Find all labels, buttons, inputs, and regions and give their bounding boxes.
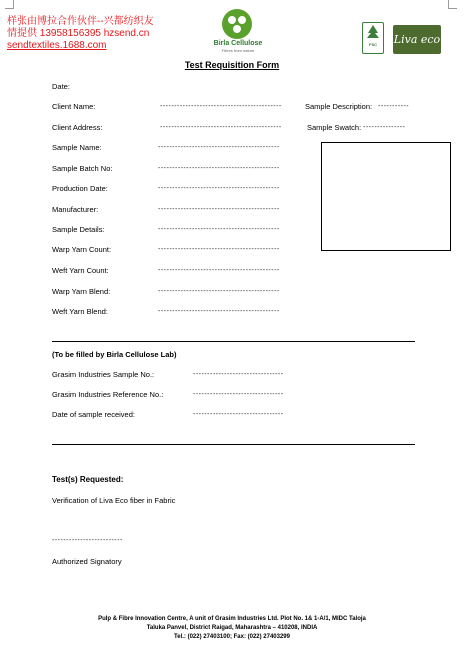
promo-line: 样张由博拉合作伙伴--兴都纺织友: [7, 16, 154, 27]
signature-line[interactable]: -------------------------: [52, 537, 123, 544]
page-corner-mark: [5, 0, 14, 9]
production-date-line[interactable]: -------------------------------------------: [158, 185, 280, 192]
sample-name-label: Sample Name:: [52, 143, 102, 152]
section-divider: [52, 341, 415, 342]
grasim-reference-no-label: Grasim Industries Reference No.:: [52, 390, 164, 399]
sample-details-line[interactable]: -------------------------------------------: [158, 226, 280, 233]
client-address-line[interactable]: -------------------------------------------: [160, 124, 282, 131]
grasim-sample-no-line[interactable]: --------------------------------: [193, 371, 284, 378]
footer-address-line: Taluka Panvel, District Raigad, Maharashtra – 410208, INDIA: [146, 625, 318, 631]
sample-batch-label: Sample Batch No:: [52, 164, 113, 173]
sample-batch-line[interactable]: -------------------------------------------: [158, 165, 280, 172]
production-date-label: Production Date:: [52, 184, 108, 193]
fsc-logo: [362, 22, 384, 54]
sample-description-line[interactable]: -----------: [378, 103, 410, 110]
sample-description-label: Sample Description:: [305, 102, 373, 111]
section-divider: [52, 444, 415, 445]
page-corner-mark: [448, 0, 457, 9]
weft-yarn-blend-label: Weft Yarn Blend:: [52, 307, 108, 316]
sample-swatch-label: Sample Swatch:: [307, 123, 362, 132]
manufacturer-line[interactable]: -------------------------------------------: [158, 206, 280, 213]
weft-yarn-count-line[interactable]: -------------------------------------------: [158, 267, 280, 274]
liva-eco-logo: Liva eco: [393, 25, 441, 54]
grasim-sample-no-label: Grasim Industries Sample No.:: [52, 370, 155, 379]
warp-yarn-count-label: Warp Yarn Count:: [52, 245, 112, 254]
promo-text: [7, 16, 177, 52]
tests-text: Verification of Liva Eco fiber in Fabric: [52, 496, 176, 505]
date-label: Date:: [52, 82, 70, 91]
client-name-label: Client Name:: [52, 102, 96, 111]
client-name-line[interactable]: -------------------------------------------: [160, 103, 282, 110]
tree-icon: [363, 23, 383, 41]
birla-cellulose-logo: [217, 8, 257, 40]
manufacturer-label: Manufacturer:: [52, 205, 99, 214]
tests-heading: Test(s) Requested:: [52, 475, 124, 484]
authorized-signatory-label: Authorized Signatory: [52, 557, 122, 566]
brand-tagline: Fibres from nature: [221, 48, 255, 53]
date-received-line[interactable]: --------------------------------: [193, 411, 284, 418]
promo-line: 情提供 13958156395 hzsend.cn: [7, 28, 150, 39]
sample-swatch-box[interactable]: [321, 142, 451, 251]
warp-yarn-blend-line[interactable]: -------------------------------------------: [158, 288, 280, 295]
warp-yarn-blend-label: Warp Yarn Blend:: [52, 287, 111, 296]
client-address-label: Client Address:: [52, 123, 103, 132]
footer-address-line: Pulp & Fibre Innovation Centre, A unit of Grasim Industries Ltd. Plot No. 1& 1-A/1, MIDC Taloja: [98, 616, 366, 622]
sample-swatch-line[interactable]: ---------------: [363, 124, 406, 131]
fsc-label: FSC: [369, 42, 377, 47]
warp-yarn-count-line[interactable]: -------------------------------------------: [158, 246, 280, 253]
lab-section-heading: (To be filled by Birla Cellulose Lab): [52, 350, 177, 359]
brand-name: Birla Cellulose: [213, 40, 263, 47]
grasim-reference-no-line[interactable]: --------------------------------: [193, 391, 284, 398]
date-received-label: Date of sample received:: [52, 410, 135, 419]
sample-name-line[interactable]: -------------------------------------------: [158, 144, 280, 151]
promo-link[interactable]: sendtextiles.1688.com: [7, 40, 107, 51]
form-title: Test Requisition Form: [184, 60, 280, 70]
sample-details-label: Sample Details:: [52, 225, 105, 234]
weft-yarn-count-label: Weft Yarn Count:: [52, 266, 109, 275]
footer-contact-line: Tel.: (022) 27403100; Fax: (022) 27403299: [174, 634, 290, 640]
weft-yarn-blend-line[interactable]: -------------------------------------------: [158, 308, 280, 315]
